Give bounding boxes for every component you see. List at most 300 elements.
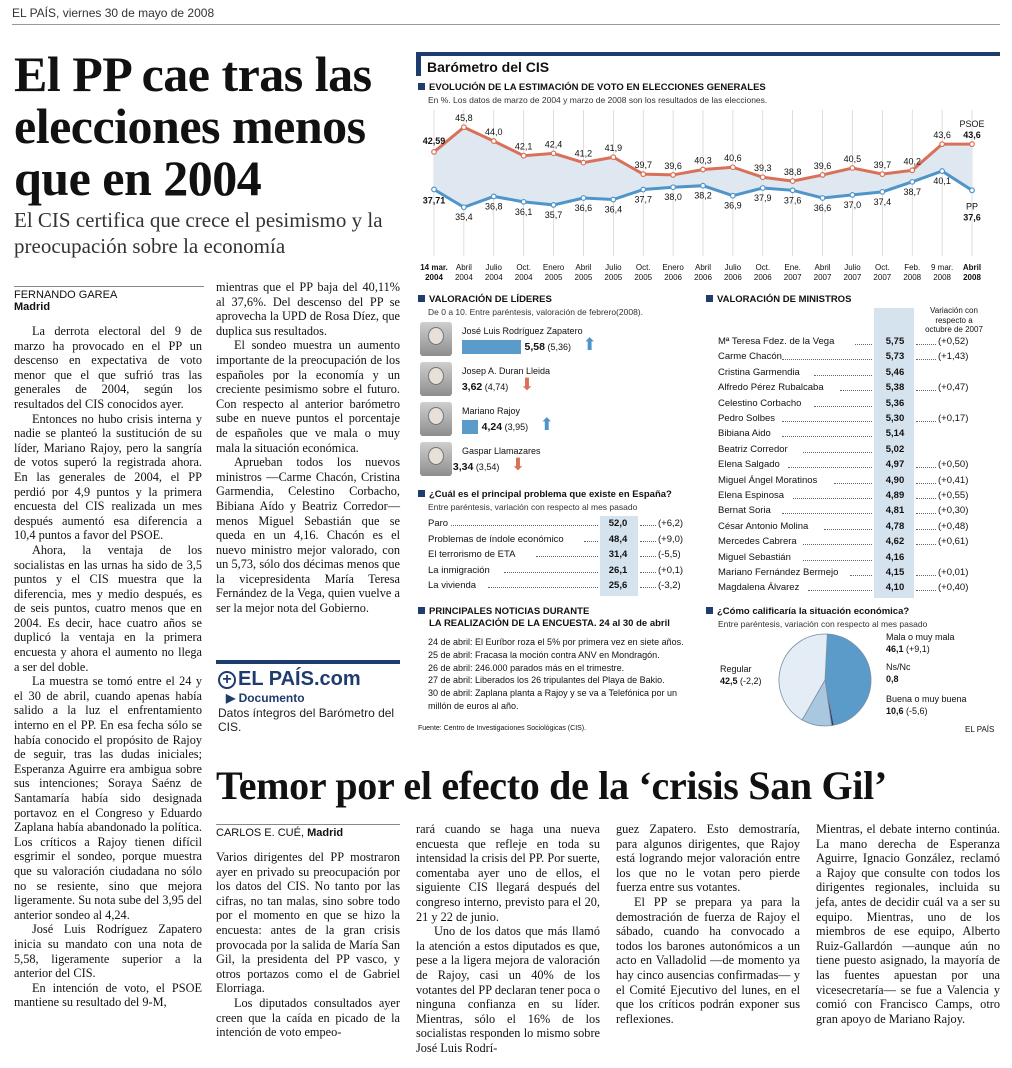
news-item: 25 de abril: Fracasa la moción contra ANV en Mondragón. [428, 649, 660, 660]
leader-row [418, 400, 700, 440]
data-label: 41,9 [604, 143, 623, 154]
data-label: 38,7 [903, 186, 921, 197]
minister-score: 5,36 [885, 397, 905, 409]
score-value: 5,58 [524, 341, 545, 353]
leader-photo [420, 402, 452, 436]
x-tick-label: 2006 [723, 273, 742, 282]
data-point [820, 173, 825, 178]
economy-title: ¿Cómo calificaría la situación económica? [706, 606, 909, 617]
data-label: 36,6 [813, 203, 832, 213]
minister-score: 4,89 [885, 490, 905, 501]
paragraph: José Luis Rodríguez Zapatero inicia su mandato con una nota de 5,58, ligeramente superior a la anterior del CIS. [14, 922, 202, 981]
article-column-1 [14, 324, 202, 1010]
header-divider [12, 24, 1000, 25]
paragraph: Ahora, la ventaja de los socialistas en las urnas ha sido de 3,5 puntos y el CIS muestra que la diferencia, mes y medio después, es de seis puntos, cuatro menos que en 2004. Es decir, hace cuatro años se duplicó la ventaja en la primera encuesta y ahora el aumento no llega a ser del doble. [14, 542, 202, 674]
problem-leader [640, 587, 656, 588]
minister-score: 4,16 [885, 551, 905, 563]
x-tick-label: Abril [962, 263, 982, 272]
paragraph: La derrota electoral del 9 de marzo ha provocado en el PP un descenso en expectativa de voto menor que el que sufrió tras las generales de 2004, según los resultados del CIS conocidos ayer. [14, 324, 202, 411]
x-tick-label: Oct. [755, 263, 771, 272]
minister-leader [803, 544, 872, 545]
minister-leader [834, 483, 872, 484]
promo-tag-label: Documento [238, 691, 305, 705]
data-point [731, 165, 736, 170]
economy-value [720, 676, 762, 688]
data-label: 42,59 [422, 135, 446, 146]
arrow-up-icon: ⬆ [582, 335, 597, 354]
minister-leader [916, 544, 936, 545]
dateline: Madrid [307, 827, 344, 839]
previous-score: (5,36) [544, 342, 571, 352]
x-tick-label: 2004 [484, 273, 503, 282]
paragraph: En intención de voto, el PSOE mantiene su resultado del 9-M, [14, 980, 202, 1010]
data-point [432, 187, 437, 192]
previous-score: (3,95) [502, 422, 529, 432]
minister-leader [782, 421, 872, 422]
data-label: 37,7 [634, 194, 652, 205]
previous-score: (3,54) [473, 462, 500, 472]
minister-score: 5,14 [885, 428, 905, 440]
x-tick-label: Julio [605, 263, 622, 272]
economy-category: Ns/Nc [886, 662, 911, 672]
data-point [521, 200, 526, 205]
x-tick-label: 9 mar. [930, 263, 954, 272]
minister-name: Beatriz Corredor [718, 443, 788, 455]
ministers-table [716, 336, 1000, 602]
data-point [970, 142, 975, 147]
score-value: 3,62 [461, 381, 483, 393]
minister-leader [824, 529, 872, 530]
score-value: 3,34 [452, 461, 474, 473]
news-item: 30 de abril: Zaplana planta a Rajoy y se va a Telefónica por un [428, 688, 677, 699]
data-point [491, 194, 496, 199]
graphic-credit: EL PAÍS [965, 725, 995, 734]
data-point [462, 125, 467, 130]
leader-bar [462, 420, 478, 434]
data-label: 39,6 [813, 160, 832, 171]
minister-name: Cristina Garmendia [718, 366, 800, 378]
economy-value [886, 674, 911, 686]
economy-category: Mala o muy mala [886, 632, 955, 642]
news-subtitle [429, 618, 670, 629]
data-label: 37,4 [873, 196, 892, 207]
data-point [521, 153, 526, 158]
minister-leader [916, 467, 936, 468]
leader-score [482, 420, 528, 434]
minister-name: Mª Teresa Fdez. de la Vega [718, 336, 835, 347]
note-line: respecto a [935, 315, 973, 325]
change: (-2,2) [737, 675, 762, 686]
minister-score: 5,02 [885, 443, 905, 455]
data-point [701, 183, 706, 188]
author-name: CARLOS E. CUÉ, [216, 827, 305, 839]
news-list [428, 636, 708, 713]
minister-change: (+1,43) [938, 351, 969, 363]
value: 0,8 [886, 673, 899, 684]
minister-leader [803, 452, 872, 453]
minister-change: (+0,30) [938, 505, 969, 517]
problem-change: (+0,1) [658, 564, 684, 576]
paragraph: El sondeo muestra un aumento importante de la preocupación de los españoles por la economía y un creciente pesimismo sobre el futuro. Con respecto al anterior barómetro sube en nueve puntos el porcentaje de españoles que ve mala o muy mala la situación económica. [216, 338, 400, 455]
minister-leader [793, 498, 872, 499]
minister-leader [916, 498, 936, 499]
minister-name: Elena Espinosa [718, 490, 785, 501]
author-name: FERNANDO GAREA [14, 289, 118, 301]
article2-column-1 [216, 850, 400, 1040]
data-label: 38,2 [694, 190, 712, 201]
value: 42,5 [720, 675, 738, 686]
data-label: 39,7 [634, 160, 652, 171]
problem-value: 48,4 [608, 533, 628, 545]
minister-change: (+0,01) [938, 567, 969, 578]
data-point [880, 172, 885, 177]
minister-leader [916, 421, 936, 422]
minister-score: 4,97 [885, 459, 905, 471]
data-label: 37,6 [783, 195, 802, 206]
minister-change: (+0,48) [938, 520, 969, 532]
data-point [820, 196, 825, 201]
problem-leader [640, 572, 656, 573]
x-tick-label: Abril [455, 263, 472, 272]
minister-leader [788, 467, 872, 468]
minister-leader [916, 575, 936, 576]
change: (+9,1) [903, 643, 930, 654]
data-label: 36,4 [604, 204, 623, 215]
minister-change: (+0,17) [938, 413, 969, 424]
x-tick-label: 2006 [753, 273, 772, 282]
minister-change: (+0,47) [938, 382, 969, 394]
economy-label [886, 632, 955, 655]
data-label: 36,1 [514, 206, 533, 217]
x-tick-label: Ene. [784, 263, 801, 272]
minister-name: Alfredo Pérez Rubalcaba [718, 382, 824, 394]
ministers-note [914, 306, 994, 335]
problem-leader [488, 587, 598, 588]
data-point [551, 203, 556, 208]
leader-name: José Luis Rodríguez Zapatero [462, 326, 583, 336]
graphic-title: Barómetro del CIS [416, 52, 1000, 76]
arrow-up-icon: ⬆ [539, 415, 554, 434]
minister-score: 5,75 [885, 336, 905, 347]
x-tick-label: Julio [724, 263, 742, 272]
x-tick-label: Abril [694, 263, 712, 272]
byline [14, 286, 204, 313]
minister-change: (+0,61) [938, 536, 969, 548]
source-note: Fuente: Centro de Investigaciones Sociológicas (CIS). [418, 725, 587, 732]
main-headline: El PP cae tras las elecciones menos que en 2004 [14, 46, 372, 206]
minister-score: 4,10 [885, 582, 905, 594]
paragraph: mientras que el PP baja del 40,11% al 37,6%. Del descenso del PP se aprovecha la UPD de Rosa Díez, que duplica sus resultados. [216, 280, 400, 338]
article2-column-3 [616, 822, 800, 1026]
data-label: 42,4 [544, 139, 563, 150]
change: (-5,6) [903, 705, 928, 716]
vote-chart-note: En %. Los datos de marzo de 2004 y marzo de 2008 son los resultados de las elecciones. [428, 95, 768, 105]
minister-name: Magdalena Álvarez [718, 582, 800, 594]
note-line: Variación con [930, 306, 978, 315]
triangle-icon: ▶ [226, 691, 239, 705]
data-label: 39,3 [754, 163, 772, 174]
news-item: 24 de abril: El Euríbor roza el 5% por primera vez en siete años. [428, 637, 684, 647]
minister-leader [916, 529, 936, 530]
leader-score [462, 380, 508, 394]
minister-leader [782, 436, 872, 437]
series-label-pp: PP [965, 201, 979, 212]
minister-leader [916, 344, 936, 345]
minister-score: 4,81 [885, 505, 905, 517]
minister-name: Pedro Solbes [718, 413, 776, 424]
economy-value [886, 706, 967, 718]
promo-text: Datos íntegros del Barómetro del CIS. [218, 706, 395, 734]
data-point [432, 150, 437, 155]
score-value: 4,24 [481, 421, 503, 433]
minister-leader [840, 390, 872, 391]
series-label-psoe: PSOE [959, 119, 985, 130]
minister-name: Bibiana Aido [718, 428, 771, 440]
arrow-down-icon: ⬇ [510, 455, 526, 474]
secondary-headline: Temor por el efecto de la ‘crisis San Gil’ [216, 763, 888, 808]
minister-leader [916, 513, 936, 514]
paragraph: Los diputados consultados ayer creen que la caída en picado de la intención de voto empeo- [216, 995, 400, 1040]
article2-column-4 [816, 822, 1000, 1026]
paragraph: rará cuando se haga una nueva encuesta que refleje en toda su intensidad la crisis del PP. Por suerte, comentaba ayer uno de ellos, el siguiente CIS llegará después del congreso interno, previsto para el 20, 21 y 22 de junio. [416, 822, 600, 924]
x-tick-label: Feb. [904, 263, 921, 272]
data-point [462, 205, 467, 210]
elpais-com-logo[interactable] [218, 668, 361, 691]
problem-label: La inmigración [428, 564, 490, 576]
minister-name: Bernat Soria [718, 505, 771, 517]
x-tick-label: 2004 [425, 273, 443, 282]
minister-leader [916, 590, 936, 591]
x-tick-label: Enero [662, 263, 684, 272]
data-label: 41,2 [574, 148, 593, 159]
x-tick-label: Oct. [516, 263, 532, 272]
data-label: 40,3 [694, 155, 712, 166]
data-label: 36,8 [485, 201, 503, 212]
problem-leader [536, 556, 598, 557]
paragraph: La muestra se tomó entre el 24 y el 30 de abril, cuando apenas había salido a la luz el enfrentamiento interno en el PP. En esa fecha sólo se había conocido el propósito de Rajoy de seguir, tras las dudas iniciales; Esperanza Aguirre era ambigua sobre sus intenciones; Soraya Saénz de Santamaría había sido designada portavoz en el Congreso y Eduardo Zaplana había abandonado la política. Los críticos a Rajoy tienen difícil esgrimir el sondeo, porque muestra que su valoración ciudadana no sólo no se resiente, sino que mejora ligeramente. Su nota sube del 3,95 del anterior sondeo al 4,24. [14, 674, 202, 922]
data-label: 35,7 [544, 209, 563, 220]
problem-value: 52,0 [608, 518, 628, 529]
paragraph: El PP se prepara ya para la demostración de fuerza de Rajoy el sábado, cuando ha convocado a todos los barones autonómicos a un acto en Valladolid —de momento ya hay cinco ausencias confirmadas— y el Comité Ejecutivo del lunes, en el que los críticos podrán exponer sus reflexiones. [616, 894, 800, 1026]
data-point [641, 172, 646, 177]
minister-leader [916, 390, 936, 391]
leader-name: Gaspar Llamazares [462, 446, 541, 456]
data-label: 40,6 [724, 153, 742, 164]
economy-label [720, 664, 762, 687]
x-tick-label: Abril [575, 263, 592, 272]
paragraph: guez Zapatero. Esto demostraría, para algunos dirigentes, que Rajoy está logrando mejor valoración entre los que no le votan pero pierde fuerza entre sus votantes. [616, 822, 800, 895]
x-tick-label: 2008 [933, 273, 952, 282]
data-point [850, 166, 855, 171]
problems-note: Entre paréntesis, variación con respecto al mes pasado [428, 502, 638, 512]
minister-name: Celestino Corbacho [718, 397, 802, 409]
plus-icon: + [218, 671, 236, 689]
data-label: 45,8 [455, 113, 473, 124]
data-point [850, 193, 855, 198]
problem-leader [640, 556, 656, 557]
minister-score: 4,90 [885, 474, 905, 486]
x-tick-label: Julio [485, 263, 503, 272]
page-header: EL PAÍS, viernes 30 de mayo de 2008 [12, 6, 215, 20]
data-label: 36,9 [724, 200, 742, 211]
dateline: Madrid [14, 301, 51, 313]
leader-row [418, 440, 700, 480]
minister-name: Miguel Ángel Moratinos [718, 474, 818, 486]
ministers-title: VALORACIÓN DE MINISTROS [706, 294, 851, 305]
data-label: 37,71 [422, 195, 446, 206]
data-point [701, 167, 706, 172]
x-tick-label: 14 mar. [420, 263, 448, 272]
data-label: 39,6 [664, 160, 682, 171]
minister-leader [850, 575, 872, 576]
x-tick-label: 2004 [454, 273, 473, 282]
data-point [581, 160, 586, 165]
data-point [581, 196, 586, 201]
data-point [790, 179, 795, 184]
problem-label: La vivienda [428, 580, 477, 592]
data-point [611, 197, 616, 202]
article2-column-2 [416, 822, 600, 1056]
data-point [551, 151, 556, 156]
paragraph: Mientras, el debate interno continúa. La mano derecha de Esperanza Aguirre, Ignacio González, reclamó a Rajoy que consulte con todos los dirigentes regionales, incluida su jefa, antes de decidir cuál va a ser su equipo. Mientras, uno de los miembros de ese equipo, Alberto Ruiz-Gallardón —aunque aún no tiene puesto asignado, la mayoría de las fuentes apuestan por una vicesecretaría— se fue a Valencia y comió con Francisco Camps, otro gran apoyo de Mariano Rajoy. [816, 822, 1000, 1026]
leader-photo [420, 442, 452, 476]
data-point [671, 173, 676, 178]
subheadline: El CIS certifica que crece el pesimismo y la preocupación sobre la economía [14, 208, 383, 258]
problem-change: (+6,2) [658, 518, 684, 529]
value: 46,1 [886, 643, 904, 654]
data-label: 38,8 [783, 167, 802, 178]
x-tick-label: 2005 [604, 273, 623, 282]
face-icon [428, 407, 444, 425]
minister-change: (+0,41) [938, 474, 969, 486]
data-label: 43,6 [933, 130, 951, 141]
minister-score: 5,46 [885, 366, 905, 378]
problem-change: (+9,0) [658, 533, 684, 545]
economy-value [886, 644, 955, 656]
minister-leader [916, 483, 936, 484]
news-title: PRINCIPALES NOTICIAS DURANTE [418, 606, 589, 617]
arrow-down-icon: ⬇ [519, 375, 535, 394]
minister-leader [782, 359, 872, 360]
economy-category: Buena o muy buena [886, 694, 967, 704]
data-point [731, 193, 736, 198]
leader-score [525, 340, 571, 354]
problem-value: 26,1 [608, 564, 628, 576]
data-label: 40,5 [843, 154, 862, 164]
problem-leader [640, 525, 656, 526]
data-point [760, 186, 765, 191]
minister-change: (+0,50) [938, 459, 969, 471]
x-tick-label: 2006 [664, 273, 683, 282]
news-item: millón de euros al año. [428, 700, 519, 711]
x-tick-label: 2007 [873, 273, 892, 282]
problem-change: (-3,2) [658, 580, 681, 592]
economy-note: Entre paréntesis, variación con respecto al mes pasado [718, 619, 928, 629]
minister-leader [808, 590, 872, 591]
minister-score: 5,38 [885, 382, 905, 394]
data-label: 43,6 [963, 130, 981, 141]
leader-name: Mariano Rajoy [462, 406, 521, 416]
leader-bar [462, 340, 521, 354]
economy-label [886, 694, 967, 717]
x-tick-label: 2005 [544, 273, 563, 282]
previous-score: (4,74) [482, 382, 509, 392]
value: 10,6 [886, 705, 904, 716]
minister-score: 5,30 [885, 413, 905, 424]
minister-change: (+0,40) [938, 582, 969, 594]
x-tick-label: 2007 [843, 273, 862, 282]
economy-label [886, 662, 911, 685]
problem-leader [584, 541, 598, 542]
x-tick-label: Oct. [874, 263, 890, 272]
data-point [671, 185, 676, 190]
logo-text: EL PAÍS.com [238, 668, 361, 690]
news-item: 26 de abril: 246.000 parados más en el trimestre. [428, 662, 625, 673]
data-label: 37,6 [963, 212, 981, 223]
problem-value: 25,6 [608, 580, 628, 592]
paragraph: Varios dirigentes del PP mostraron ayer en privado su preocupación por los datos del CIS. No tanto por las cifras, no tan malas, sino sobre todo por el momento en que se hizo la encuesta: antes de la gran crisis provocada por la salida de María San Gil, la presidenta del PP vasco, y otros portazos como el de Gabriel Elorriaga. [216, 850, 400, 996]
data-point [491, 139, 496, 144]
x-tick-label: 2007 [783, 273, 802, 282]
data-label: 40,2 [903, 156, 921, 167]
leaders-note: De 0 a 10. Entre paréntesis, valoración de febrero(2008). [428, 307, 643, 317]
problems-table [418, 516, 700, 598]
data-point [910, 180, 915, 185]
problem-value: 31,4 [608, 549, 628, 561]
x-tick-label: Oct. [635, 263, 651, 272]
problem-leader [451, 525, 598, 526]
minister-score: 4,78 [885, 520, 905, 532]
leader-photo [420, 362, 452, 396]
minister-name: Carme Chacón [718, 351, 782, 363]
problem-leader [640, 541, 656, 542]
economy-category: Regular [720, 664, 752, 674]
minister-score: 5,73 [885, 351, 905, 363]
vote-chart-title: EVOLUCIÓN DE LA ESTIMACIÓN DE VOTO EN ELECCIONES GENERALES [418, 82, 766, 93]
problem-label: El terrorismo de ETA [428, 549, 516, 561]
x-tick-label: 2005 [634, 273, 653, 282]
promo-tag[interactable] [226, 691, 305, 705]
face-icon [428, 447, 444, 465]
data-point [790, 188, 795, 193]
news-dates: 24 al 30 de abril [599, 618, 670, 629]
minister-leader [814, 406, 872, 407]
data-point [880, 190, 885, 195]
data-label: 39,7 [873, 160, 892, 171]
data-point [641, 187, 646, 192]
data-point [940, 142, 945, 147]
data-label: 36,6 [574, 203, 593, 213]
minister-leader [782, 513, 872, 514]
leaders-title: VALORACIÓN DE LÍDERES [418, 294, 552, 305]
data-point [760, 175, 765, 180]
face-icon [428, 367, 444, 385]
news-subtitle-text: LA REALIZACIÓN DE LA ENCUESTA. [429, 618, 597, 629]
data-point [611, 155, 616, 160]
minister-name: Miguel Sebastián [718, 551, 791, 563]
x-tick-label: 2007 [813, 273, 832, 282]
x-tick-label: 2008 [963, 273, 981, 282]
x-tick-label: 2005 [574, 273, 593, 282]
vote-chart [416, 106, 1000, 288]
problems-title: ¿Cuál es el principal problema que existe en España? [418, 489, 672, 500]
data-point [940, 169, 945, 174]
x-tick-label: Abril [814, 263, 831, 272]
x-tick-label: Julio [844, 263, 861, 272]
data-label: 42,1 [514, 141, 533, 152]
face-icon [428, 327, 444, 345]
promo-divider [216, 660, 400, 664]
